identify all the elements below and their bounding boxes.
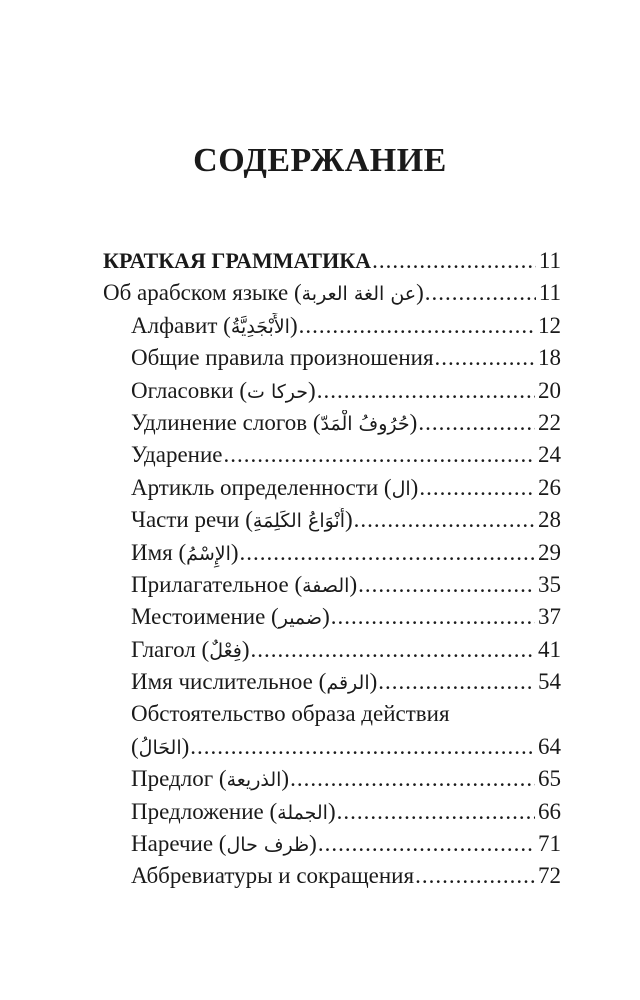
page-number: 20 [538, 377, 561, 403]
toc-entry[interactable] [103, 507, 561, 539]
dot-leader [378, 669, 535, 695]
toc-entry-text [131, 442, 223, 468]
arabic-term: ضمير [278, 607, 323, 630]
toc-entry[interactable] [103, 863, 561, 895]
toc-entry-label: КРАТКАЯ ГРАММАТИКА [103, 248, 372, 273]
toc-entry-label: Об арабском языке [103, 280, 289, 306]
toc-entry[interactable] [103, 345, 561, 377]
toc-entry-label: Глагол [131, 636, 196, 662]
page-number: 24 [538, 442, 561, 468]
toc-entry-text [103, 248, 371, 274]
toc-entry-text: Имя числительное (الرقم) [131, 669, 378, 695]
arabic-term: الإِسْمُ [186, 542, 231, 565]
page-number: 28 [538, 507, 561, 533]
dot-leader [425, 280, 536, 306]
dot-leader [331, 604, 535, 630]
toc-entry[interactable] [103, 766, 561, 798]
toc-entry[interactable] [103, 475, 561, 507]
toc-entry-label: Общие правила произношения [131, 345, 434, 371]
toc-entry-label: Части речи [131, 507, 240, 533]
dot-leader [290, 766, 535, 792]
toc-entry-label: Местоимение [131, 604, 266, 630]
dot-leader [419, 475, 535, 501]
toc-entry-text: Наречие (ظرف حال) [131, 831, 317, 857]
toc-entry-text: Предлог (الذريعة) [131, 766, 290, 792]
page-number: 35 [538, 571, 561, 597]
toc-entry-text: Имя (الإِسْمُ) [131, 539, 239, 565]
dot-leader [435, 345, 535, 371]
dot-leader [224, 442, 535, 468]
toc-entry-text: Огласовки (حركا ت) [131, 377, 316, 403]
dot-leader [251, 637, 535, 663]
arabic-term: حركا ت [247, 380, 309, 403]
dot-leader [299, 313, 535, 339]
arabic-term: أَنْوَاعُ الكَلِمَةِ [252, 510, 345, 533]
toc-entry[interactable] [103, 313, 561, 345]
dot-leader [418, 410, 535, 436]
table-of-contents [103, 248, 561, 896]
toc-entry-text: Алфавит (الأَبْجَدِيَّةُ) [131, 312, 298, 338]
toc-entry-continuation[interactable] [103, 734, 561, 766]
page-title: СОДЕРЖАНИЕ [193, 142, 447, 179]
toc-entry-label: Алфавит [131, 312, 218, 338]
toc-entry-label: Предлог [131, 766, 214, 792]
toc-entry-text: Артикль определенности (ال) [131, 474, 419, 500]
toc-entry-text: Удлинение слогов (حُرُوفُ الْمَدّ) [131, 409, 418, 435]
page-number: 72 [538, 863, 561, 889]
dot-leader [190, 734, 535, 760]
arabic-term: الأَبْجَدِيَّةُ [230, 315, 290, 338]
toc-entry-label: Удлинение слогов [131, 409, 308, 435]
toc-entry-text: Части речи (أَنْوَاعُ الكَلِمَةِ) [131, 507, 353, 533]
dot-leader [337, 799, 535, 825]
toc-entry[interactable] [103, 799, 561, 831]
toc-entry-label: Наречие [131, 831, 214, 857]
page-number: 54 [538, 669, 561, 695]
toc-entry[interactable] [103, 637, 561, 669]
page-number: 37 [538, 604, 561, 630]
page-number: 41 [538, 636, 561, 662]
toc-entry-text [131, 863, 414, 889]
toc-entry-text: Глагол (فِعْلٌ) [131, 636, 250, 662]
dot-leader [240, 540, 535, 566]
toc-entry-label: Ударение [131, 442, 223, 468]
toc-entry[interactable] [103, 442, 561, 474]
page-number: 11 [538, 280, 561, 306]
arabic-term: ظرف حال [226, 834, 310, 857]
toc-entry[interactable] [103, 669, 561, 701]
toc-entry-label: Огласовки [131, 377, 234, 403]
page-number: 64 [538, 733, 561, 759]
toc-entry-text: Предложение (الجملة) [131, 798, 336, 824]
toc-entry[interactable] [103, 701, 561, 733]
arabic-term: الرقم [326, 672, 370, 695]
arabic-term: الجملة [277, 801, 328, 824]
toc-entry-label: Имя [131, 539, 173, 565]
page-number: 18 [538, 345, 561, 371]
toc-entry[interactable] [103, 604, 561, 636]
dot-leader [318, 831, 535, 857]
toc-entry-label: Предложение [131, 798, 264, 824]
toc-entry[interactable] [103, 280, 561, 312]
toc-entry-label: Прилагательное [131, 571, 289, 597]
arabic-term: عن الغة العربة [301, 283, 417, 306]
dot-leader [354, 507, 535, 533]
toc-entry-label: Обстоятельство образа действия [131, 701, 450, 727]
dot-leader [317, 378, 535, 404]
page-number: 11 [538, 248, 561, 273]
toc-entry-label: Имя числительное [131, 669, 313, 695]
toc-entry-label: Аббревиатуры и сокращения [131, 863, 415, 889]
page-number: 66 [538, 798, 561, 824]
toc-entry[interactable] [103, 248, 561, 280]
toc-entry[interactable] [103, 831, 561, 863]
toc-entry[interactable] [103, 410, 561, 442]
toc-entry[interactable] [103, 540, 561, 572]
page-number: 29 [538, 539, 561, 565]
arabic-term: حُرُوفُ الْمَدّ [320, 412, 410, 435]
dot-leader [372, 248, 536, 274]
dot-leader [415, 863, 535, 889]
arabic-term: الذريعة [226, 769, 282, 792]
toc-entry[interactable] [103, 378, 561, 410]
page-number: 26 [538, 474, 561, 500]
toc-entry[interactable] [103, 572, 561, 604]
arabic-term: الصفة [302, 574, 350, 597]
toc-entry-label: Артикль определенности [131, 474, 379, 500]
arabic-term: ال [391, 477, 411, 500]
toc-entry-text: Прилагательное (الصفة) [131, 571, 358, 597]
arabic-term: الحَالُ [138, 736, 182, 759]
page-number: 22 [538, 409, 561, 435]
page-number: 12 [538, 312, 561, 338]
arabic-term: فِعْلٌ [209, 639, 242, 662]
dot-leader [358, 572, 535, 598]
toc-entry-text: Об арабском языке (عن الغة العربة) [103, 280, 424, 306]
toc-entry-text: Местоимение (ضمير) [131, 604, 330, 630]
page-number: 65 [538, 766, 561, 792]
page-number: 71 [538, 831, 561, 857]
toc-entry-text [131, 345, 434, 371]
toc-entry-arabic: (الحَالُ) [131, 733, 190, 759]
